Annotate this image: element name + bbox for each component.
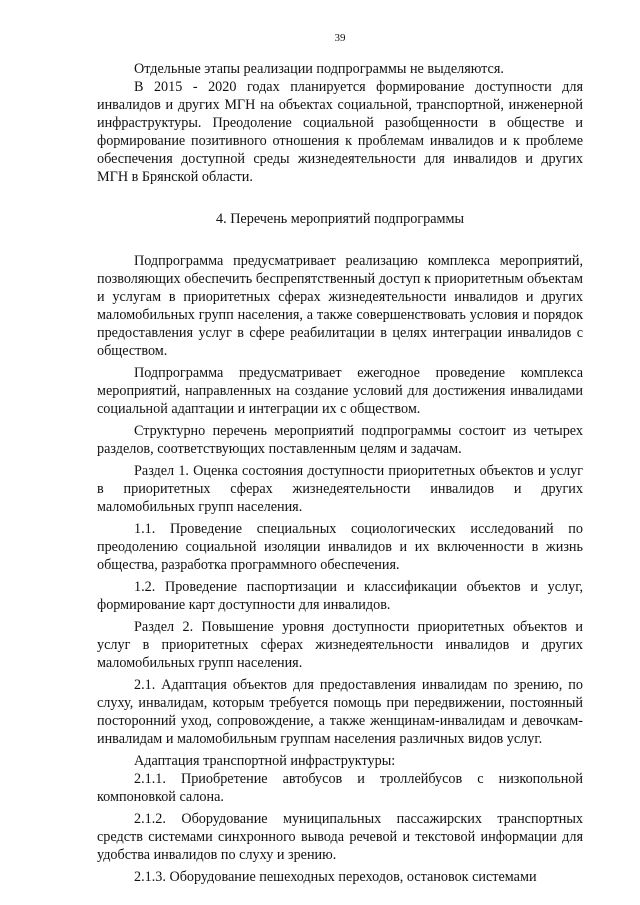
paragraph-stages: Отдельные этапы реализации подпрограммы не выделяются. — [134, 61, 504, 77]
paragraph-section-2: Раздел 2. Повышение уровня доступности приоритетных объектов и услуг в приоритетных сферах жизнедеятельности инвалидов и других маломобильных групп населения. — [97, 619, 583, 671]
paragraph-item-1-1: 1.1. Проведение специальных социологических исследований по преодолению социальной изоляции инвалидов и их включенности в жизнь общества, разработка программного обеспечения. — [97, 521, 583, 573]
section-heading: 4. Перечень мероприятий подпрограммы — [216, 211, 464, 227]
paragraph-item-2-1: 2.1. Адаптация объектов для предоставления инвалидам по зрению, по слуху, инвалидам, которым требуется помощь при передвижении, постоянный посторонний уход, сопровождение, а также женщинам-инвалидам и девочкам-инвалидам и маломобильным группам населения различных видов услуг. — [97, 677, 583, 747]
paragraph-structure: Структурно перечень мероприятий подпрограммы состоит из четырех разделов, соответствующих поставленным целям и задачам. — [97, 423, 583, 457]
paragraph-item-1-2: 1.2. Проведение паспортизации и классификации объектов и услуг, формирование карт доступности для инвалидов. — [97, 579, 583, 613]
paragraph-transport-adaptation: Адаптация транспортной инфраструктуры: — [134, 753, 396, 769]
page-number: 39 — [334, 32, 346, 44]
page-content — [97, 60, 583, 886]
paragraph-item-2-1-2: 2.1.2. Оборудование муниципальных пассажирских транспортных средств системами синхронного вывода речевой и текстовой информации для удобства инвалидов по слуху и зрению. — [97, 811, 583, 863]
paragraph-annual-measures: Подпрограмма предусматривает ежегодное проведение комплекса мероприятий, направленных на создание условий для достижения инвалидами социальной адаптации и интеграции их с обществом. — [97, 365, 583, 417]
paragraph-plan-2015-2020: В 2015 - 2020 годах планируется формирование доступности для инвалидов и других МГН на объектах социальной, транспортной, инженерной инфраструктуры. Преодоление социальной разобщенности в обществе и формирование позитивного отношения к проблемам инвалидов и к проблеме обеспечения доступной среды жизнедеятельности для инвалидов и других МГН в Брянской области. — [97, 79, 583, 185]
paragraph-complex-measures: Подпрограмма предусматривает реализацию комплекса мероприятий, позволяющих обеспечить беспрепятственный доступ к приоритетным объектам и услугам в приоритетных сферах жизнедеятельности инвалидов и других маломобильных групп населения, а также совершенствовать условия и порядок предоставления услуг в сфере реабилитации в целях интеграции инвалидов с обществом. — [97, 253, 583, 359]
paragraph-item-2-1-1: 2.1.1. Приобретение автобусов и троллейбусов с низкопольной компоновкой салона. — [97, 771, 583, 805]
paragraph-section-1: Раздел 1. Оценка состояния доступности приоритетных объектов и услуг в приоритетных сферах жизнедеятельности инвалидов и других маломобильных групп населения. — [97, 463, 583, 515]
paragraph-item-2-1-3: 2.1.3. Оборудование пешеходных переходов, остановок системами — [134, 869, 537, 885]
